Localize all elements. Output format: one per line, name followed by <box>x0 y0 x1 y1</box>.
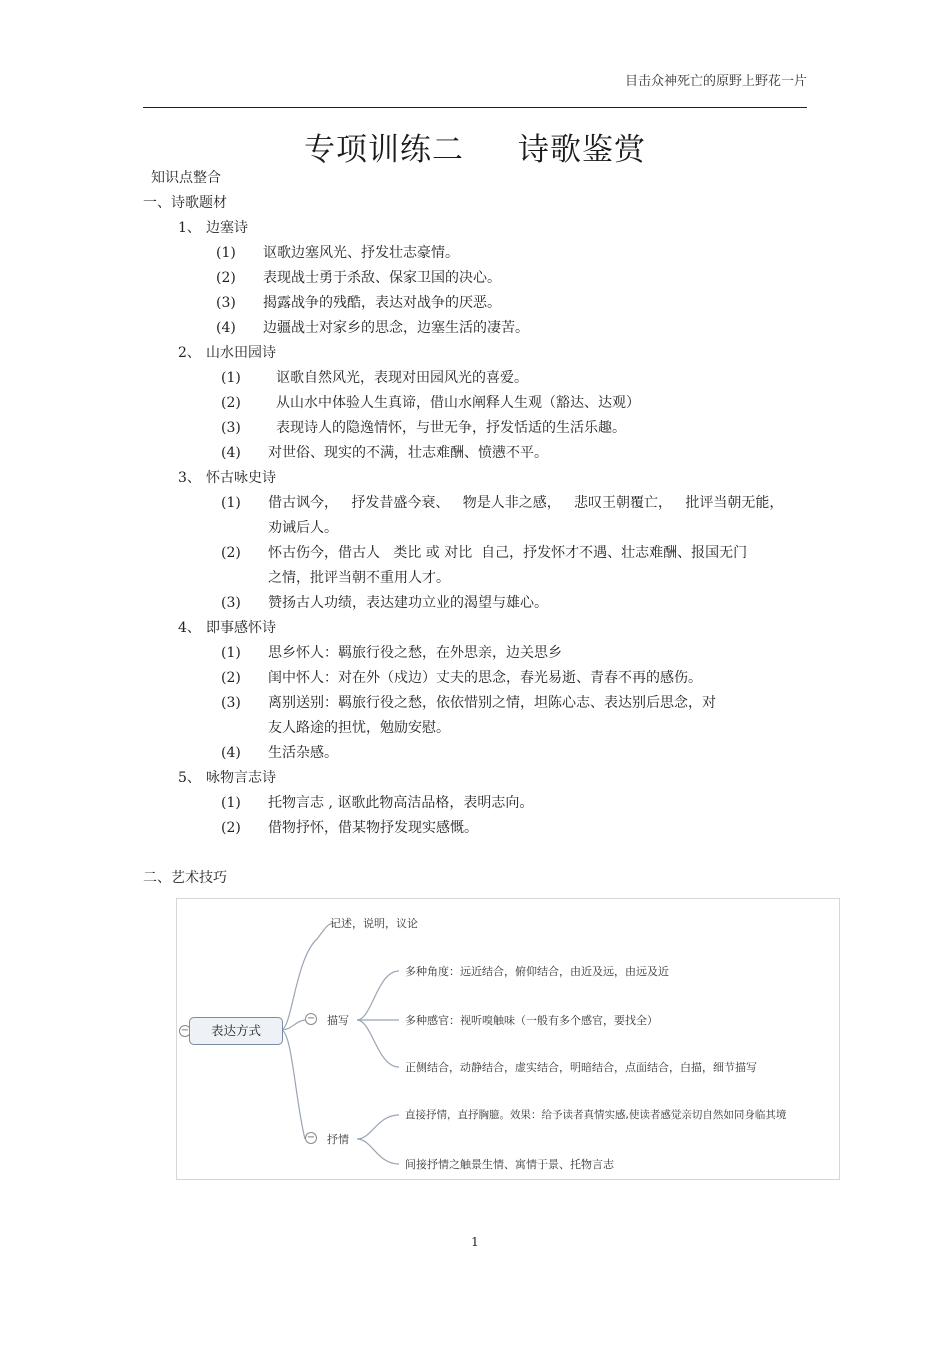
intro-text: 知识点整合 <box>151 170 221 186</box>
list-item: (3) 揭露战争的残酷，表达对战争的厌恶。 <box>216 295 501 311</box>
list-item: (2) 怀古伤今，借古人 类比 或 对比 自己，抒发怀才不遇、壮志难酬、报国无门 <box>221 545 748 561</box>
mindmap-leaf: 记述，说明，议论 <box>330 917 418 930</box>
group-3-heading: 3、 怀古咏史诗 <box>178 470 276 486</box>
page-number: 1 <box>471 1235 479 1249</box>
list-item: (2) 从山水中体验人生真谛，借山水阐释人生观（豁达、达观） <box>221 395 640 411</box>
collapse-icon[interactable]: − <box>306 1013 316 1024</box>
list-item: (1) 托物言志 , 讴歌此物高洁品格，表明志向。 <box>221 795 534 811</box>
group-5-heading: 5、 咏物言志诗 <box>178 770 276 786</box>
mindmap-root: 表达方式 <box>189 1017 283 1045</box>
group-4-heading: 4、 即事感怀诗 <box>178 620 276 636</box>
mindmap-leaf: 间接抒情之触景生情、寓情于景、托物言志 <box>405 1158 614 1171</box>
mindmap-leaf: 多种角度：远近结合，俯仰结合，由近及远，由远及近 <box>405 965 669 978</box>
list-item-continuation: 友人路途的担忧，勉励安慰。 <box>268 720 450 736</box>
list-item: (1) 思乡怀人：羁旅行役之愁，在外思亲，边关思乡 <box>221 645 562 661</box>
list-item: (4) 边疆战士对家乡的思念，边塞生活的凄苦。 <box>216 320 529 336</box>
mindmap-branch-lyric: 抒情 <box>327 1133 349 1146</box>
list-item: (4) 生活杂感。 <box>221 745 338 761</box>
list-item: (3) 赞扬古人功绩，表达建功立业的渴望与雄心。 <box>221 595 548 611</box>
title-left: 专项训练二 <box>304 132 464 168</box>
page-title <box>0 124 950 169</box>
list-item: (4) 对世俗、现实的不满，壮志难酬、愤懑不平。 <box>221 445 548 461</box>
list-item: (2) 闺中怀人：对在外（戍边）丈夫的思念，春光易逝、青春不再的感伤。 <box>221 670 702 686</box>
group-2-heading: 2、 山水田园诗 <box>178 345 276 361</box>
mindmap-leaf: 正侧结合，动静结合，虚实结合，明暗结合，点面结合，白描，细节描写 <box>405 1061 757 1074</box>
mindmap-leaf: 多种感官：视听嗅触味（一般有多个感官，要找全） <box>405 1014 658 1027</box>
list-item: (1) 讴歌自然风光，表现对田园风光的喜爱。 <box>221 370 528 386</box>
section2-heading: 二、艺术技巧 <box>143 870 227 886</box>
collapse-icon[interactable]: − <box>306 1132 316 1143</box>
list-item: (2) 表现战士勇于杀敌、保家卫国的决心。 <box>216 270 501 286</box>
list-item: (1) 借古讽今， 抒发昔盛今衰、 物是人非之感， 悲叹王朝覆亡， 批评当朝无能， <box>221 495 784 511</box>
mindmap-branch-describe: 描写 <box>327 1014 349 1027</box>
collapse-icon[interactable]: − <box>180 1025 190 1036</box>
header-rule <box>143 107 807 108</box>
section1-heading: 一、诗歌题材 <box>143 195 227 211</box>
list-item-continuation: 之情，批评当朝不重用人才。 <box>268 570 450 586</box>
group-1-heading: 1、 边塞诗 <box>178 220 248 236</box>
title-right: 诗歌鉴赏 <box>518 132 646 168</box>
list-item-continuation: 劝诫后人。 <box>268 520 338 536</box>
list-item: (2) 借物抒怀，借某物抒发现实感慨。 <box>221 820 478 836</box>
mindmap-leaf: 直接抒情，直抒胸臆。效果：给予读者真情实感,使读者感觉亲切自然如同身临其境 <box>405 1109 787 1121</box>
header-text: 目击众神死亡的原野上野花一片 <box>624 74 807 89</box>
list-item: (3) 表现诗人的隐逸情怀，与世无争，抒发恬适的生活乐趣。 <box>221 420 626 436</box>
mindmap <box>176 898 840 1180</box>
list-item: (1) 讴歌边塞风光、抒发壮志豪情。 <box>216 245 459 261</box>
list-item: (3) 离别送别：羁旅行役之愁，依依惜别之情，坦陈心志、表达别后思念，对 <box>221 695 716 711</box>
